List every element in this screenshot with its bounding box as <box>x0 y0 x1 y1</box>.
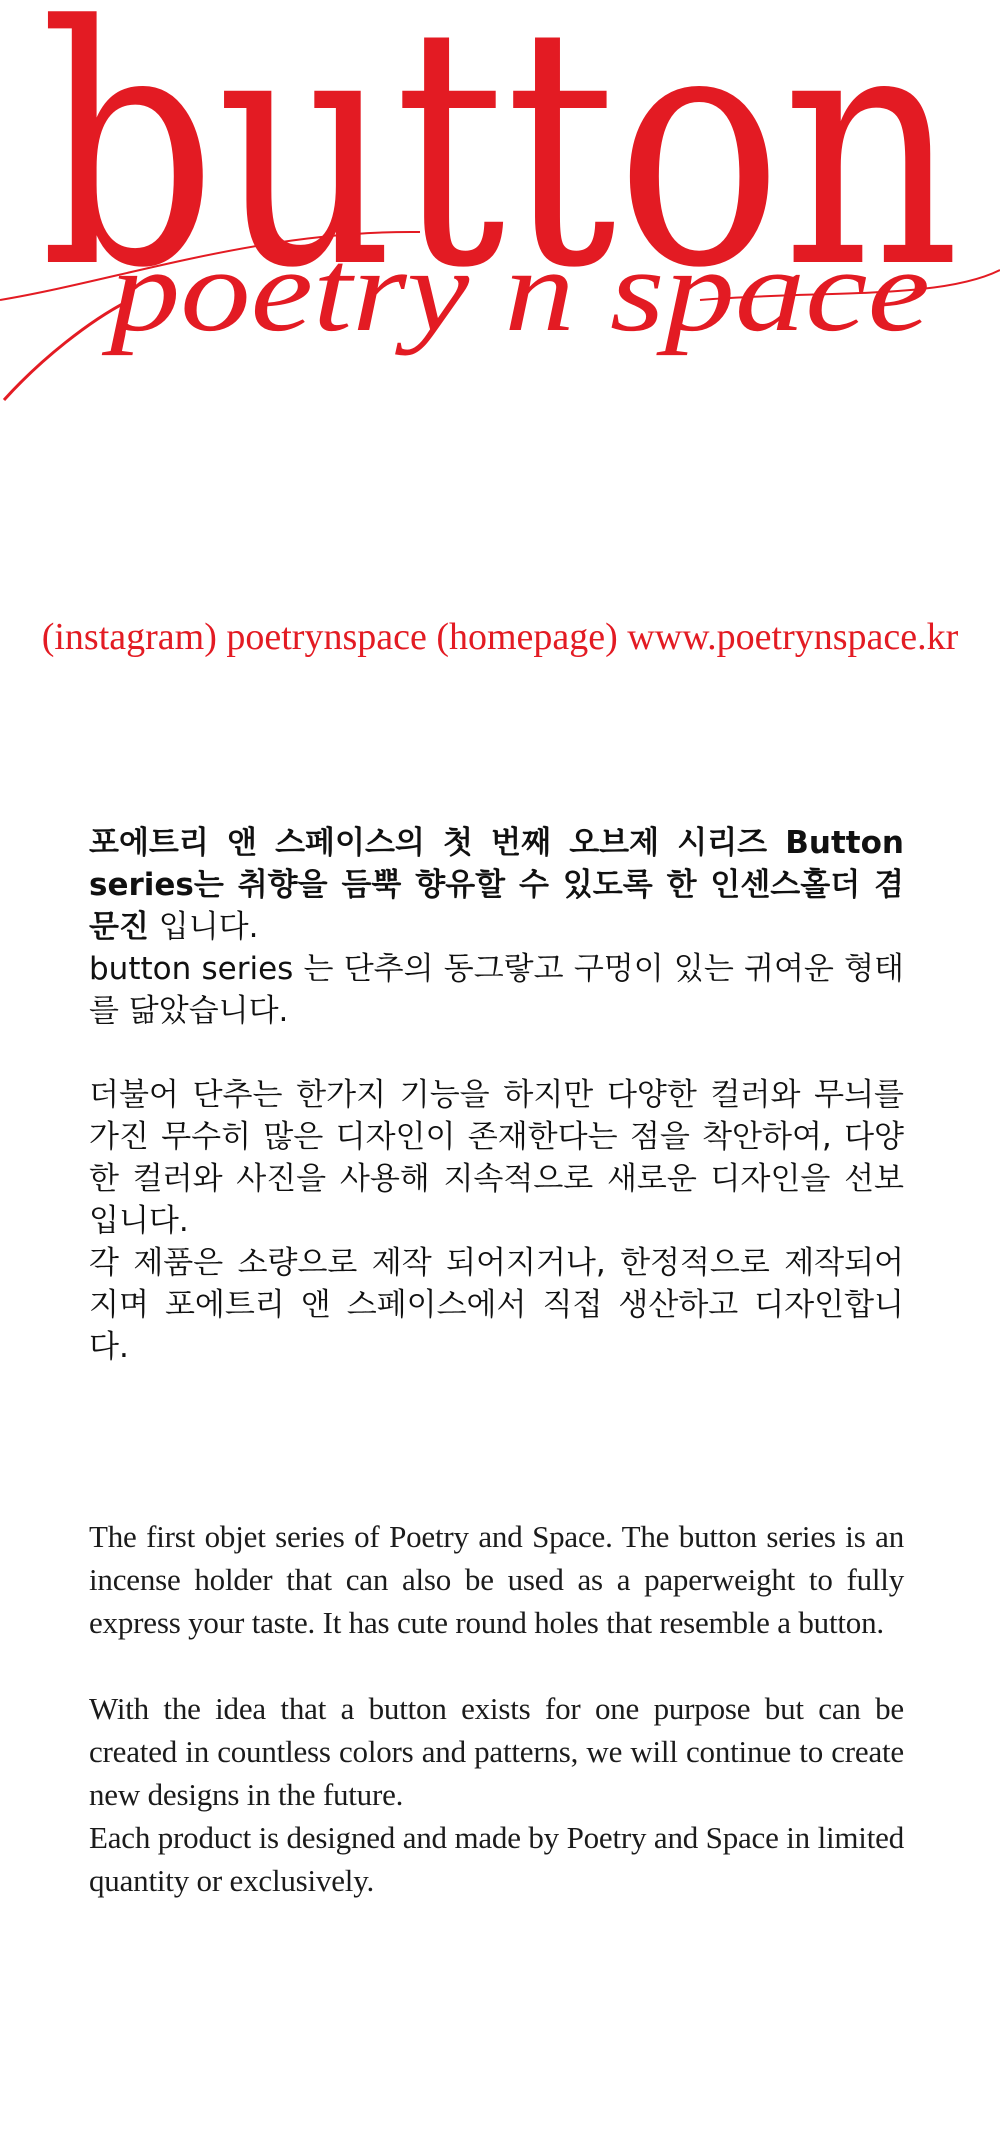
english-paragraph-3: Each product is designed and made by Poetry and Space in limited quantity or exclusively. <box>89 1820 904 1898</box>
korean-paragraph-4: 각 제품은 소량으로 제작 되어지거나, 한정적으로 제작되어지며 포에트리 앤 스페이스에서 직접 생산하고 디자인합니다. <box>89 1245 904 1365</box>
korean-intro-rest: 입니다. <box>148 909 259 945</box>
english-description <box>89 1515 904 1902</box>
english-paragraph-2: With the idea that a button exists for one purpose but can be created in countless colors and patterns, we will continue to create new designs in the future. <box>89 1691 904 1812</box>
logo-wordmark: button <box>40 0 961 340</box>
logo-tagline: poetry n space <box>101 225 930 356</box>
contact-line: (instagram) poetrynspace (homepage) www.poetrynspace.kr <box>41 616 959 658</box>
english-paragraph-1: The first objet series of Poetry and Space. The button series is an incense holder that can also be used as a paperweight to fully express your taste. It has cute round holes that resemble a button. <box>89 1519 904 1640</box>
paragraph-spacer <box>89 1644 904 1687</box>
korean-intro-bold: 포에트리 앤 스페이스의 첫 번째 오브제 시리즈 Button series는 취향을 듬뿍 향유할 수 있도록 한 인센스홀더 겸 문진 <box>89 825 904 945</box>
korean-paragraph-2: button series 는 단추의 동그랗고 구멍이 있는 귀여운 형태를 닮았습니다. <box>89 951 904 1029</box>
paragraph-spacer <box>89 1032 904 1074</box>
korean-paragraph-3: 더불어 단추는 한가지 기능을 하지만 다양한 컬러와 무늬를 가진 무수히 많은 디자인이 존재한다는 점을 착안하여, 다양한 컬러와 사진을 사용해 지속적으로 새로운 디자인을 선보입니다. <box>89 1077 904 1239</box>
korean-paragraph-1 <box>89 822 904 948</box>
korean-description <box>89 822 904 1368</box>
brand-logo <box>0 0 1000 420</box>
